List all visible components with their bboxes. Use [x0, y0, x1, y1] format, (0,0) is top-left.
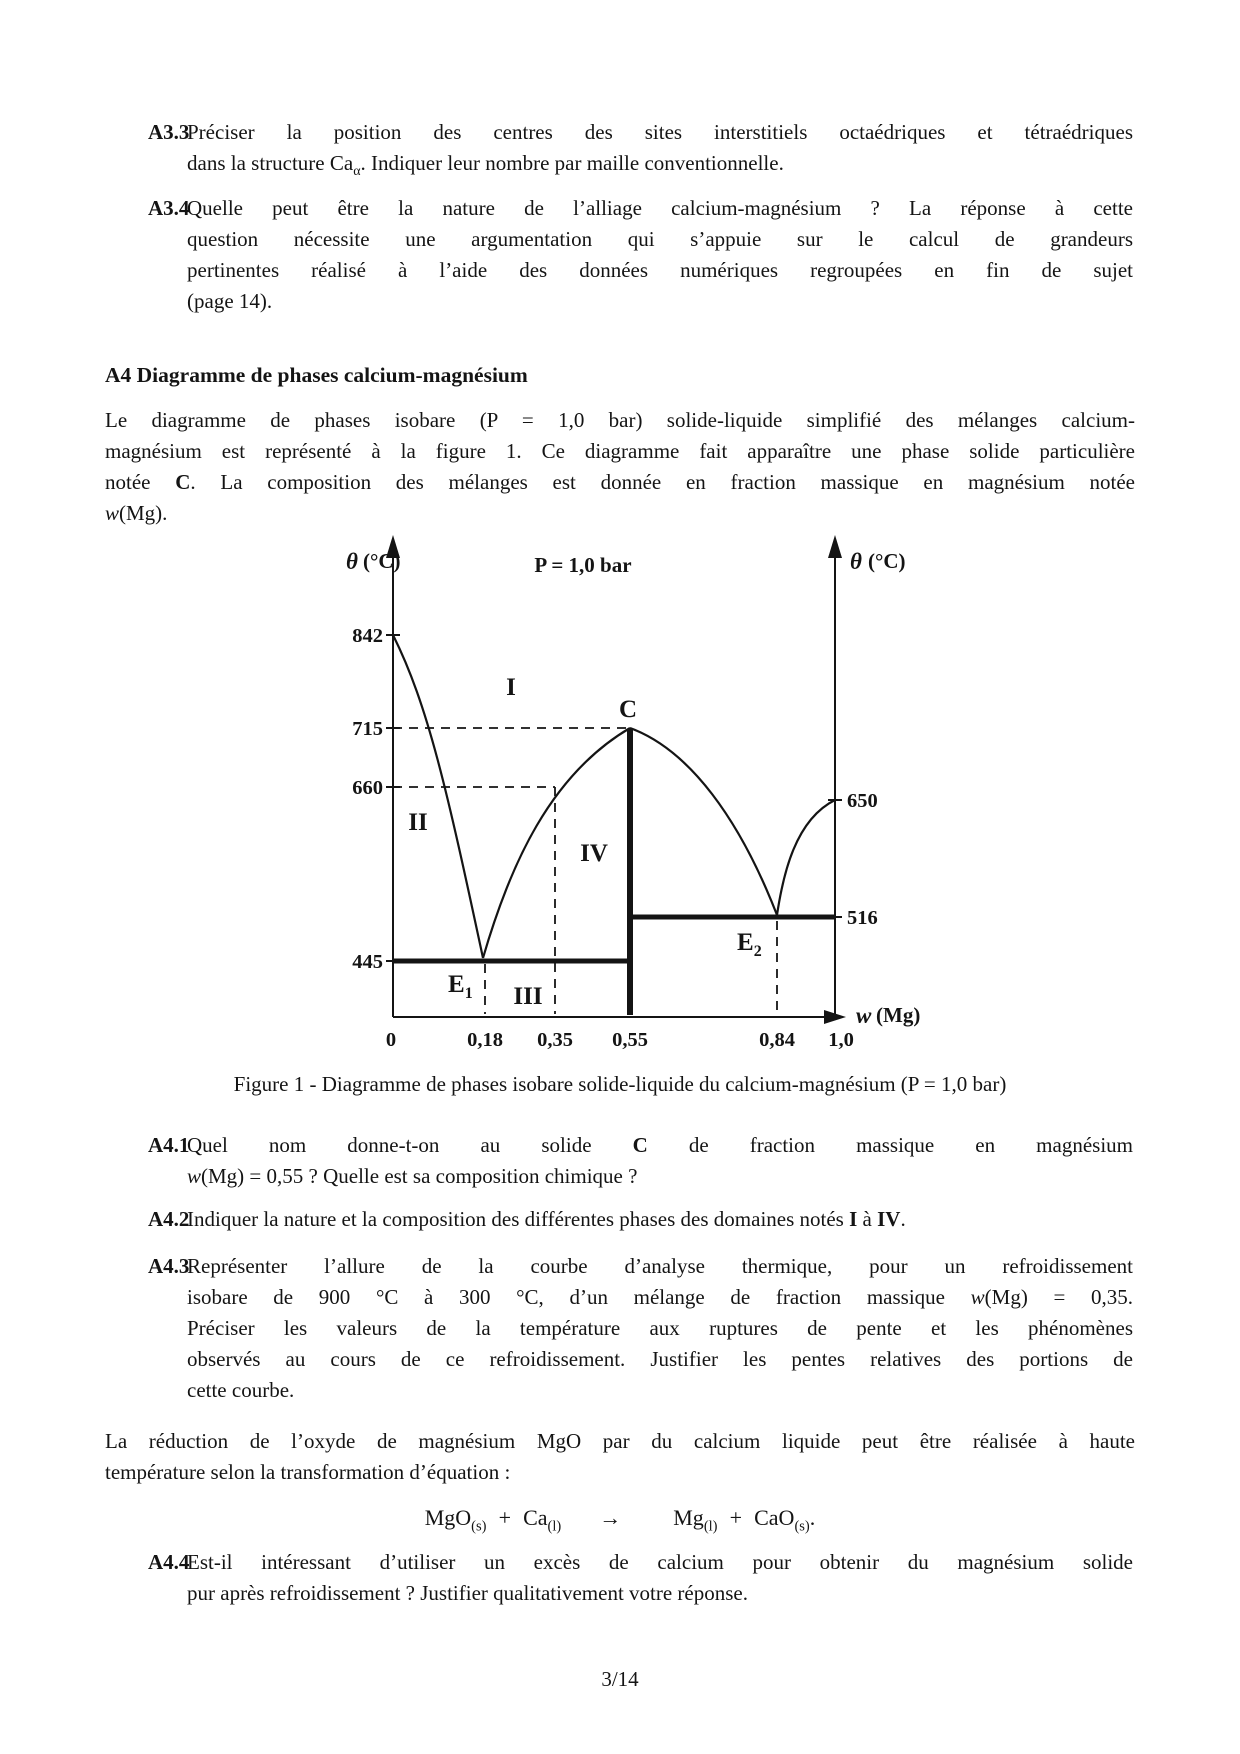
text-line: température selon la transformation d’équation :: [105, 1460, 511, 1484]
text-line: w(Mg).: [105, 501, 168, 525]
text-line: notée C. La composition des mélanges est donnée en fraction massique en magnésium notée: [105, 470, 1135, 494]
point-label-E1: $E_1$: [448, 971, 473, 1002]
liquidus-curves: [393, 635, 835, 958]
ytick-715: 715: [352, 718, 383, 740]
liquidus-e2-to-mg: [777, 800, 835, 915]
x-axis-title-unit: (Mg): [876, 1003, 921, 1027]
region-label-IV: IV: [580, 840, 608, 867]
text-line: Représenter l’allure de la courbe d’analyse thermique, pour un refroidissement: [187, 1254, 1133, 1278]
question-text: [187, 193, 1133, 317]
liquidus-c-to-e2: [630, 728, 777, 915]
region-label-III: III: [513, 983, 543, 1010]
xtick-10: 1,0: [828, 1029, 854, 1051]
right-axis-title-unit: (°C): [868, 549, 906, 573]
question-number: A4.1: [148, 1133, 190, 1157]
text-line: isobare de 900 °C à 300 °C, d’un mélange de fraction massique w(Mg) = 0,35.: [187, 1285, 1133, 1309]
question-a4-2: [148, 1204, 1133, 1235]
text-line: (page 14).: [187, 289, 273, 313]
text-line: Indiquer la nature et la composition des différentes phases des domaines notés I à IV.: [187, 1207, 906, 1231]
question-text: [187, 117, 1133, 186]
xtick-055: 0,55: [612, 1029, 648, 1051]
right-axis-arrow: [828, 535, 842, 558]
ytick-660: 660: [352, 777, 383, 799]
x-axis-title-symbol: w: [856, 1003, 872, 1028]
text-line: Quelle peut être la nature de l’alliage calcium-magnésium ? La réponse à cette: [187, 196, 1133, 220]
question-a4-4: [148, 1547, 1133, 1609]
page-number: 3/14: [601, 1667, 639, 1691]
text-line: La réduction de l’oxyde de magnésium MgO par du calcium liquide peut être réalisée à haute: [105, 1429, 1135, 1453]
region-label-II: II: [408, 809, 428, 836]
phase-diagram-figure: [270, 530, 960, 1060]
xtick-018: 0,18: [467, 1029, 503, 1051]
ytick-842: 842: [352, 625, 383, 647]
question-number: A4.2: [148, 1207, 190, 1231]
liquidus-e1-to-c: [483, 728, 630, 958]
text-line: magnésium est représenté à la figure 1. Ce diagramme fait apparaître une phase solide particulière: [105, 439, 1135, 463]
axes: [393, 551, 835, 1017]
figure-caption: Figure 1 - Diagramme de phases isobare solide-liquide du calcium-magnésium (P = 1,0 bar): [233, 1072, 1007, 1096]
question-a4-3: [148, 1251, 1133, 1406]
question-number: A4.3: [148, 1254, 190, 1278]
point-label-C: C: [618, 696, 638, 723]
question-a3-3: [148, 117, 1133, 186]
intro-paragraph: [105, 405, 1135, 529]
question-number: A3.3: [148, 120, 190, 144]
ytick-516: 516: [847, 907, 878, 929]
text-line: w(Mg) = 0,55 ? Quelle est sa composition chimique ?: [187, 1164, 638, 1188]
left-axis-title-unit: (°C): [363, 549, 401, 573]
text-line: Préciser les valeurs de la température aux ruptures de pente et les phénomènes: [187, 1316, 1133, 1340]
chart-title: P = 1,0 bar: [534, 553, 632, 577]
question-text: [187, 1251, 1133, 1406]
text-line: Quel nom donne-t-on au solide C de fraction massique en magnésium: [187, 1133, 1133, 1157]
right-axis-title-symbol: θ: [850, 549, 862, 574]
question-a3-4: [148, 193, 1133, 317]
text-line: Le diagramme de phases isobare (P = 1,0 bar) solide-liquide simplifié des mélanges calcium-: [105, 408, 1135, 432]
ytick-445: 445: [352, 951, 383, 973]
equation-lhs: $MgO_{(s)} + Ca_{(l)}$: [424, 1505, 562, 1535]
left-axis-title-symbol: θ: [346, 549, 358, 574]
ytick-650: 650: [847, 790, 878, 812]
liquidus-ca-to-e1: [393, 635, 483, 958]
text-line: pertinentes réalisé à l’aide des données numériques regroupées en fin de sujet: [187, 258, 1133, 282]
text-line: cette courbe.: [187, 1378, 295, 1402]
text-line: observés au cours de ce refroidissement. Justifier les pentes relatives des portions de: [187, 1347, 1133, 1371]
xtick-084: 0,84: [759, 1029, 795, 1051]
question-a4-1: [148, 1130, 1133, 1192]
equation-rhs: $Mg_{(l)} + CaO_{(s)}$.: [673, 1505, 816, 1535]
reduction-paragraph: [105, 1426, 1135, 1488]
xtick-0: 0: [385, 1029, 397, 1051]
question-number: A4.4: [148, 1550, 190, 1574]
question-number: A3.4: [148, 196, 190, 220]
region-label-I: I: [506, 674, 516, 701]
text-line: pur après refroidissement ? Justifier qualitativement votre réponse.: [187, 1581, 748, 1605]
text-line: Est-il intéressant d’utiliser un excès de calcium pour obtenir du magnésium solide: [187, 1550, 1133, 1574]
section-heading-a4: A4 Diagramme de phases calcium-magnésium: [105, 363, 528, 387]
chemical-equation: [0, 1502, 1240, 1542]
question-text: [187, 1547, 1133, 1609]
tick-marks: [386, 635, 842, 961]
question-text: [187, 1130, 1133, 1192]
text-line: dans la structure $Ca_\alpha$. Indiquer leur nombre par maille conventionnelle.: [187, 151, 784, 179]
text-line: Préciser la position des centres des sites interstitiels octaédriques et tétraédriques: [187, 120, 1133, 144]
xtick-035: 0,35: [537, 1029, 573, 1051]
question-text: [187, 1204, 1133, 1235]
text-line: question nécessite une argumentation qui s’appuie sur le calcul de grandeurs: [187, 227, 1133, 251]
reaction-arrow: →: [599, 1505, 622, 1530]
point-label-E2: $E_2$: [737, 929, 762, 960]
